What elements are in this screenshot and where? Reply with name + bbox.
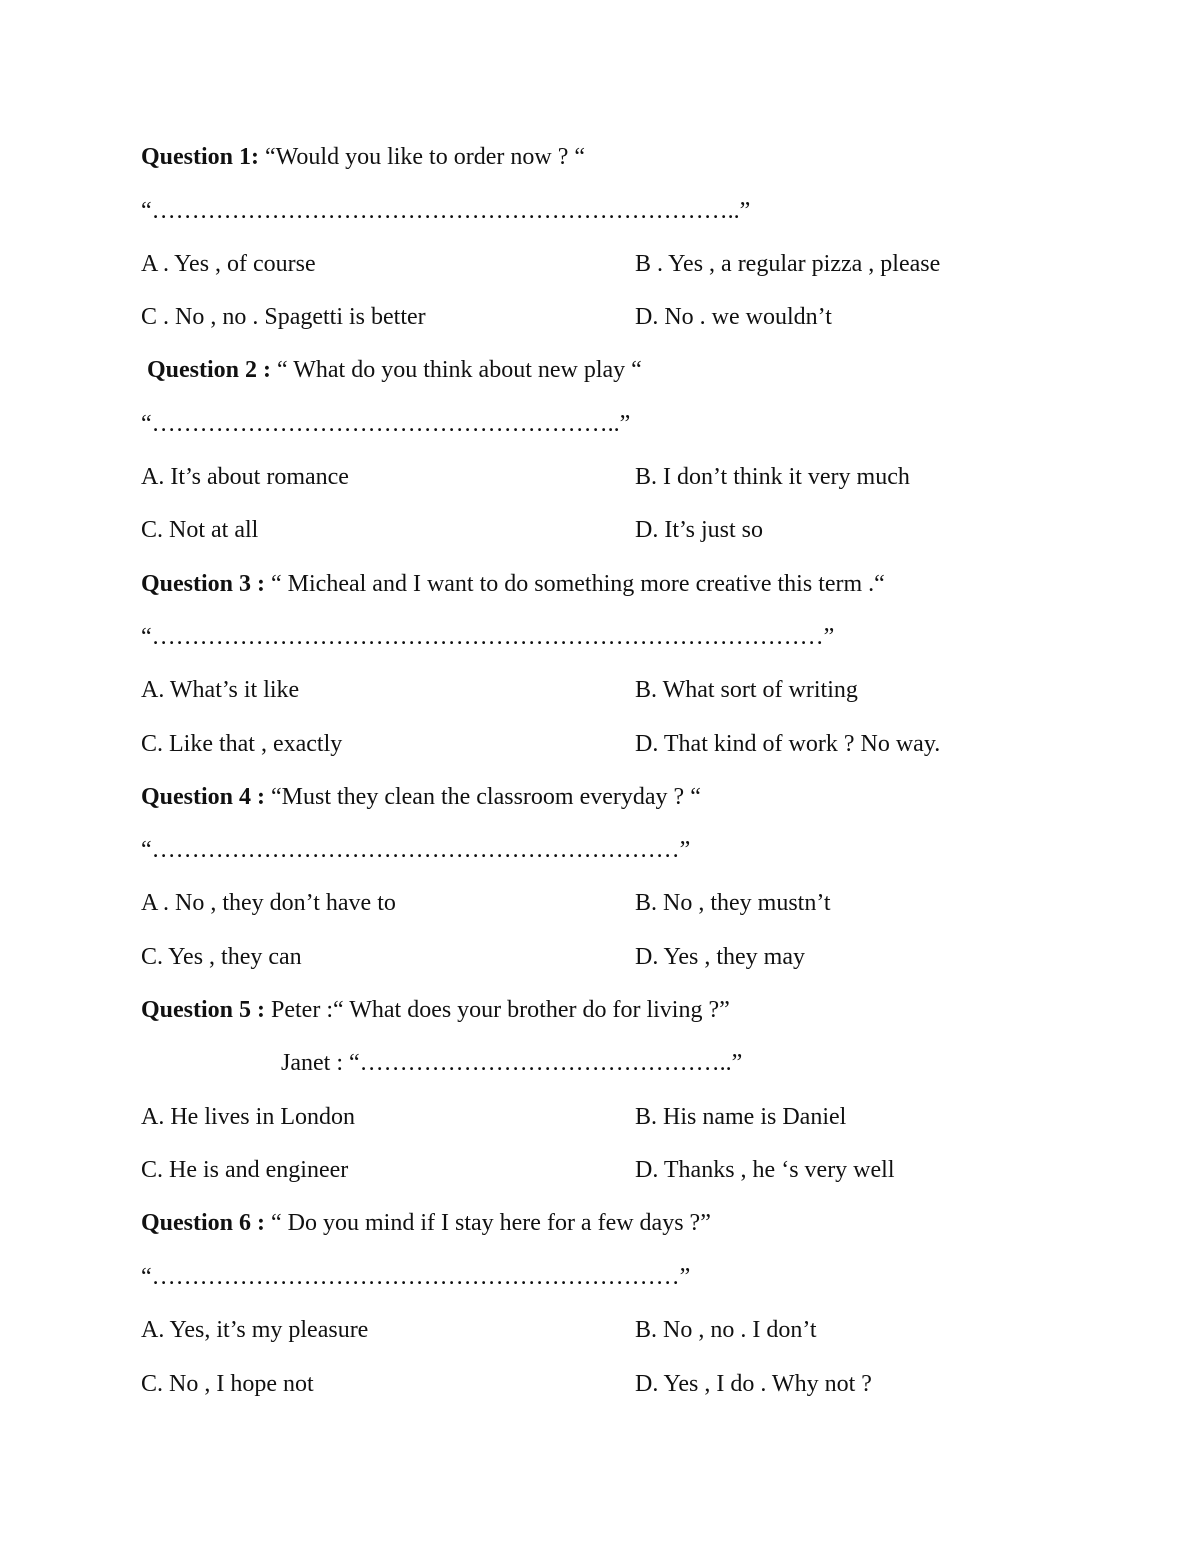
answer-blank: “………………………………………………………………..”: [141, 198, 751, 224]
question-label: Question 6 :: [141, 1210, 266, 1236]
question-label: Question 1:: [141, 144, 260, 170]
option-b: B. His name is Daniel: [635, 1104, 847, 1130]
answer-blank: “…………………………………………………..”: [141, 411, 631, 437]
answer-blank: “…………………………………………………………………………”: [141, 624, 835, 650]
question-label: Question 4 :: [141, 784, 266, 810]
answer-blank: “…………………………………………………………”: [141, 837, 691, 863]
option-b: B. No , no . I don’t: [635, 1317, 817, 1343]
option-b: B. No , they mustn’t: [635, 890, 831, 916]
question-label: Question 2 :: [147, 357, 272, 383]
option-c: C. No , I hope not: [141, 1371, 314, 1397]
option-d: D. Yes , I do . Why not ?: [635, 1371, 872, 1397]
question-1: [141, 142, 585, 172]
question-prompt: “ Micheal and I want to do something more creative this term .“: [265, 571, 885, 597]
question-2: [147, 355, 642, 385]
option-c: C. Not at all: [141, 517, 259, 543]
option-d: D. Thanks , he ‘s very well: [635, 1157, 895, 1183]
question-6: [141, 1208, 711, 1238]
question-prompt: Peter :“ What does your brother do for living ?”: [265, 997, 730, 1023]
question-label: Question 3 :: [141, 571, 266, 597]
question-5: [141, 995, 730, 1025]
option-a: A. Yes, it’s my pleasure: [141, 1317, 369, 1343]
option-d: D. Yes , they may: [635, 944, 806, 970]
option-d: D. It’s just so: [635, 517, 764, 543]
option-c: C. Like that , exactly: [141, 731, 343, 757]
question-label: Question 5 :: [141, 997, 266, 1023]
option-c: C . No , no . Spagetti is better: [141, 304, 426, 330]
option-d: D. That kind of work ? No way.: [635, 731, 941, 757]
option-b: B. I don’t think it very much: [635, 464, 910, 490]
option-a: A. He lives in London: [141, 1104, 355, 1130]
option-a: A. It’s about romance: [141, 464, 349, 490]
option-c: C. Yes , they can: [141, 944, 302, 970]
answer-blank: “…………………………………………………………”: [141, 1264, 691, 1290]
option-c: C. He is and engineer: [141, 1157, 349, 1183]
option-b: B. What sort of writing: [635, 677, 858, 703]
option-d: D. No . we wouldn’t: [635, 304, 832, 330]
option-a: A. What’s it like: [141, 677, 300, 703]
option-a: A . Yes , of course: [141, 251, 316, 277]
question-prompt: “ Do you mind if I stay here for a few days ?”: [265, 1210, 711, 1236]
option-b: B . Yes , a regular pizza , please: [635, 251, 941, 277]
question-prompt: “Must they clean the classroom everyday ? “: [265, 784, 701, 810]
question-4: [141, 782, 701, 812]
question-prompt: “Would you like to order now ? “: [259, 144, 585, 170]
question-3: [141, 569, 885, 599]
option-a: A . No , they don’t have to: [141, 890, 396, 916]
question-prompt: “ What do you think about new play “: [271, 357, 642, 383]
answer-blank: Janet : “………………………………………..”: [281, 1050, 743, 1076]
